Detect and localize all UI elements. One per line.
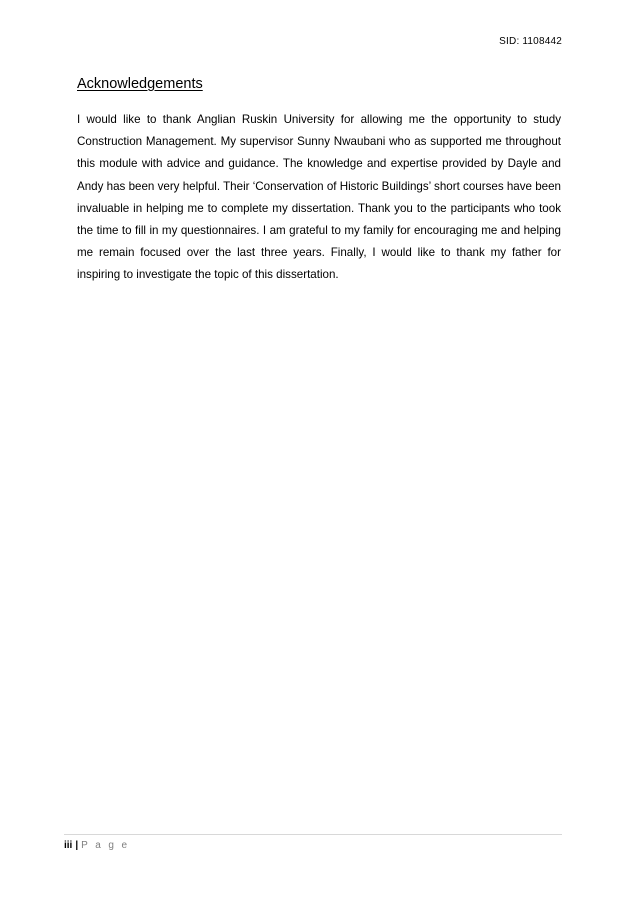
acknowledgements-paragraph: I would like to thank Anglian Ruskin University for allowing me the opportunity to study Construction Management. My supervisor Sunny Nwaubani who as supported me throughout this module with advice and guidance. The knowledge and expertise provided by Dayle and Andy has been very helpful. Their ‘Conservation of Historic Buildings’ short courses have been invaluable in helping me to complete my dissertation. Thank you to the participants who took the time to fill in my questionnaires. I am grateful to my family for encouraging me and helping me remain focused over the last three years. Finally, I would like to thank my father for inspiring to investigate the topic of this dissertation. <box>77 113 561 282</box>
page-number: iii <box>64 840 73 851</box>
footer-divider <box>64 834 562 835</box>
student-id-header: SID: 1108442 <box>499 36 562 47</box>
footer-separator: | <box>75 840 79 851</box>
page-label: P a g e <box>81 840 130 851</box>
page-footer <box>64 840 129 851</box>
page-title: Acknowledgements <box>77 76 203 92</box>
